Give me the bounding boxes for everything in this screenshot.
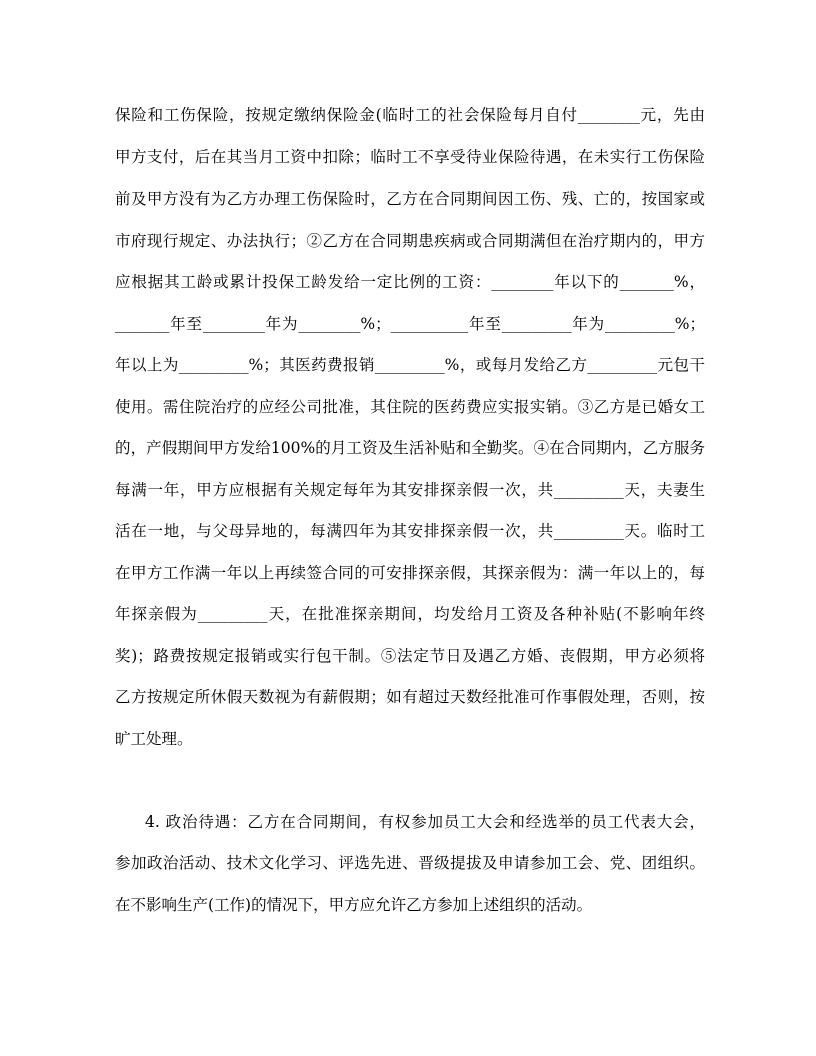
text-line: 在甲方工作满一年以上再续签合同的可安排探亲假，其探亲假为：满一年以上的，每 <box>115 564 705 582</box>
text-line: 年以上为_________%；其医药费报销_________%，或每月发给乙方_________元包干 <box>115 356 705 374</box>
text-line: 市府现行规定、办法执行；②乙方在合同期患疾病或合同期满但在治疗期内的，甲方 <box>115 232 705 250</box>
text-line: 旷工处理。 <box>115 730 193 748</box>
text-line: 使用。需住院治疗的应经公司批准，其住院的医药费应实报实销。③乙方是已婚女工 <box>115 398 705 416</box>
text-line: 乙方按规定所休假天数视为有薪假期；如有超过天数经批准可作事假处理，否则，按 <box>115 688 705 706</box>
text-line: 活在一地，与父母异地的，每满四年为其安排探亲假一次，共_________天。临时工 <box>115 522 705 540</box>
text-line: 年探亲假为_________天，在批准探亲期间，均发给月工资及各种补贴(不影响年终 <box>115 605 705 623</box>
text-line: 的，产假期间甲方发给100%的月工资及生活补贴和全勤奖。④在合同期内，乙方服务 <box>115 439 705 457</box>
text-line: 应根据其工龄或累计投保工龄发给一定比例的工资：________年以下的_______%， <box>115 273 705 291</box>
text-line: 甲方支付，后在其当月工资中扣除；临时工不享受待业保险待遇，在未实行工伤保险 <box>115 148 705 166</box>
section-heading-line: 4. 政治待遇：乙方在合同期间，有权参加员工大会和经选举的员工代表大会， <box>145 813 705 831</box>
text-line: 在不影响生产(工作)的情况下，甲方应允许乙方参加上述组织的活动。 <box>115 896 593 914</box>
text-line: _______年至________年为________%；__________年至_________年为_________%； <box>115 315 705 333</box>
text-line: 奖)；路费按规定报销或实行包干制。⑤法定节日及遇乙方婚、丧假期，甲方必须将 <box>115 647 705 665</box>
text-line: 保险和工伤保险，按规定缴纳保险金(临时工的社会保险每月自付________元，先由 <box>115 106 705 124</box>
text-line: 每满一年，甲方应根据有关规定每年为其安排探亲假一次，共_________天，夫妻生 <box>115 481 705 499</box>
text-line: 参加政治活动、技术文化学习、评选先进、晋级提拔及申请参加工会、党、团组织。 <box>115 854 705 872</box>
text-line: 前及甲方没有为乙方办理工伤保险时，乙方在合同期间因工伤、残、亡的，按国家或 <box>115 190 705 208</box>
